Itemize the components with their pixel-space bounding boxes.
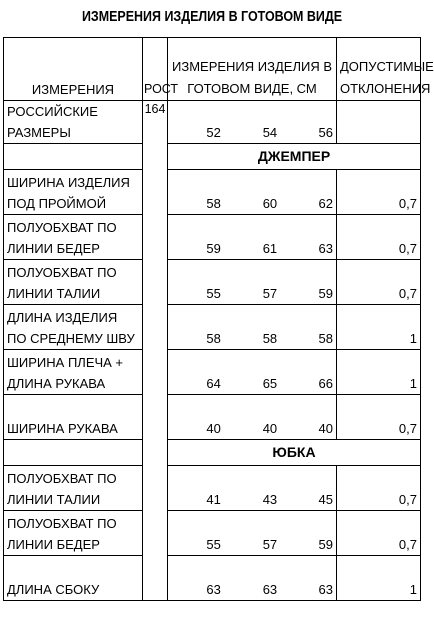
row-value: 58 — [280, 305, 336, 350]
row-tolerance: 0,7 — [337, 511, 421, 556]
row-label: ДЛИНА ИЗДЕЛИЯ ПО СРЕДНЕМУ ШВУ — [4, 305, 143, 350]
size-value: 56 — [280, 101, 336, 144]
table-row — [4, 511, 421, 556]
sizes-label: РОССИЙСКИЕ РАЗМЕРЫ — [4, 101, 143, 144]
row-value: 40 — [224, 395, 280, 440]
header-measurements: ИЗМЕРЕНИЯ — [4, 38, 143, 101]
row-value: 58 — [168, 170, 224, 215]
row-label: ШИРИНА РУКАВА — [4, 395, 143, 440]
row-label: ПОЛУОБХВАТ ПО ЛИНИИ БЕДЕР — [4, 215, 143, 260]
row-value: 60 — [224, 170, 280, 215]
table-row — [4, 395, 421, 440]
row-value: 64 — [168, 350, 224, 395]
sizes-row — [4, 101, 421, 144]
row-value: 57 — [224, 511, 280, 556]
header-tolerances: ДОПУСТИМЫЕ ОТКЛОНЕНИЯ — [337, 38, 421, 101]
row-tolerance: 1 — [337, 556, 421, 601]
height-value: 164 — [143, 101, 168, 601]
row-tolerance: 1 — [337, 305, 421, 350]
section-header-jumper — [4, 144, 421, 170]
row-tolerance: 0,7 — [337, 395, 421, 440]
table-row — [4, 305, 421, 350]
row-tolerance: 0,7 — [337, 466, 421, 511]
row-value: 59 — [280, 511, 336, 556]
row-tolerance: 0,7 — [337, 170, 421, 215]
table-row — [4, 350, 421, 395]
size-value: 52 — [168, 101, 224, 144]
size-value: 54 — [224, 101, 280, 144]
tolerance-cell — [337, 101, 421, 144]
table-header-row — [4, 38, 421, 101]
row-value: 62 — [280, 170, 336, 215]
row-value: 63 — [280, 556, 336, 601]
row-value: 57 — [224, 260, 280, 305]
row-value: 66 — [280, 350, 336, 395]
row-value: 45 — [280, 466, 336, 511]
row-value: 63 — [168, 556, 224, 601]
table-row — [4, 260, 421, 305]
row-tolerance: 0,7 — [337, 215, 421, 260]
row-value: 55 — [168, 511, 224, 556]
row-value: 65 — [224, 350, 280, 395]
row-value: 58 — [168, 305, 224, 350]
row-value: 61 — [224, 215, 280, 260]
row-value: 59 — [168, 215, 224, 260]
row-tolerance: 0,7 — [337, 260, 421, 305]
header-height: РОСТ — [143, 38, 168, 101]
section-title-jumper: ДЖЕМПЕР — [168, 144, 421, 170]
table-row — [4, 170, 421, 215]
row-tolerance: 1 — [337, 350, 421, 395]
row-value: 40 — [280, 395, 336, 440]
header-product-measurements: ИЗМЕРЕНИЯ ИЗДЕЛИЯ В ГОТОВОМ ВИДЕ, СМ — [168, 38, 337, 101]
row-value: 63 — [280, 215, 336, 260]
row-label: ШИРИНА ИЗДЕЛИЯ ПОД ПРОЙМОЙ — [4, 170, 143, 215]
row-value: 63 — [224, 556, 280, 601]
row-label: ПОЛУОБХВАТ ПО ЛИНИИ ТАЛИИ — [4, 466, 143, 511]
row-value: 55 — [168, 260, 224, 305]
row-label: ШИРИНА ПЛЕЧА + ДЛИНА РУКАВА — [4, 350, 143, 395]
table-row — [4, 556, 421, 601]
page-title: ИЗМЕРЕНИЯ ИЗДЕЛИЯ В ГОТОВОМ ВИДЕ — [81, 9, 343, 25]
row-value: 40 — [168, 395, 224, 440]
section-header-skirt — [4, 440, 421, 466]
section-title-skirt: ЮБКА — [168, 440, 421, 466]
row-value: 59 — [280, 260, 336, 305]
row-value: 41 — [168, 466, 224, 511]
table-row — [4, 215, 421, 260]
table-row — [4, 466, 421, 511]
row-label: ПОЛУОБХВАТ ПО ЛИНИИ БЕДЕР — [4, 511, 143, 556]
row-value: 58 — [224, 305, 280, 350]
row-value: 43 — [224, 466, 280, 511]
row-label: ПОЛУОБХВАТ ПО ЛИНИИ ТАЛИИ — [4, 260, 143, 305]
measurements-table — [3, 37, 434, 601]
row-label: ДЛИНА СБОКУ — [4, 556, 143, 601]
